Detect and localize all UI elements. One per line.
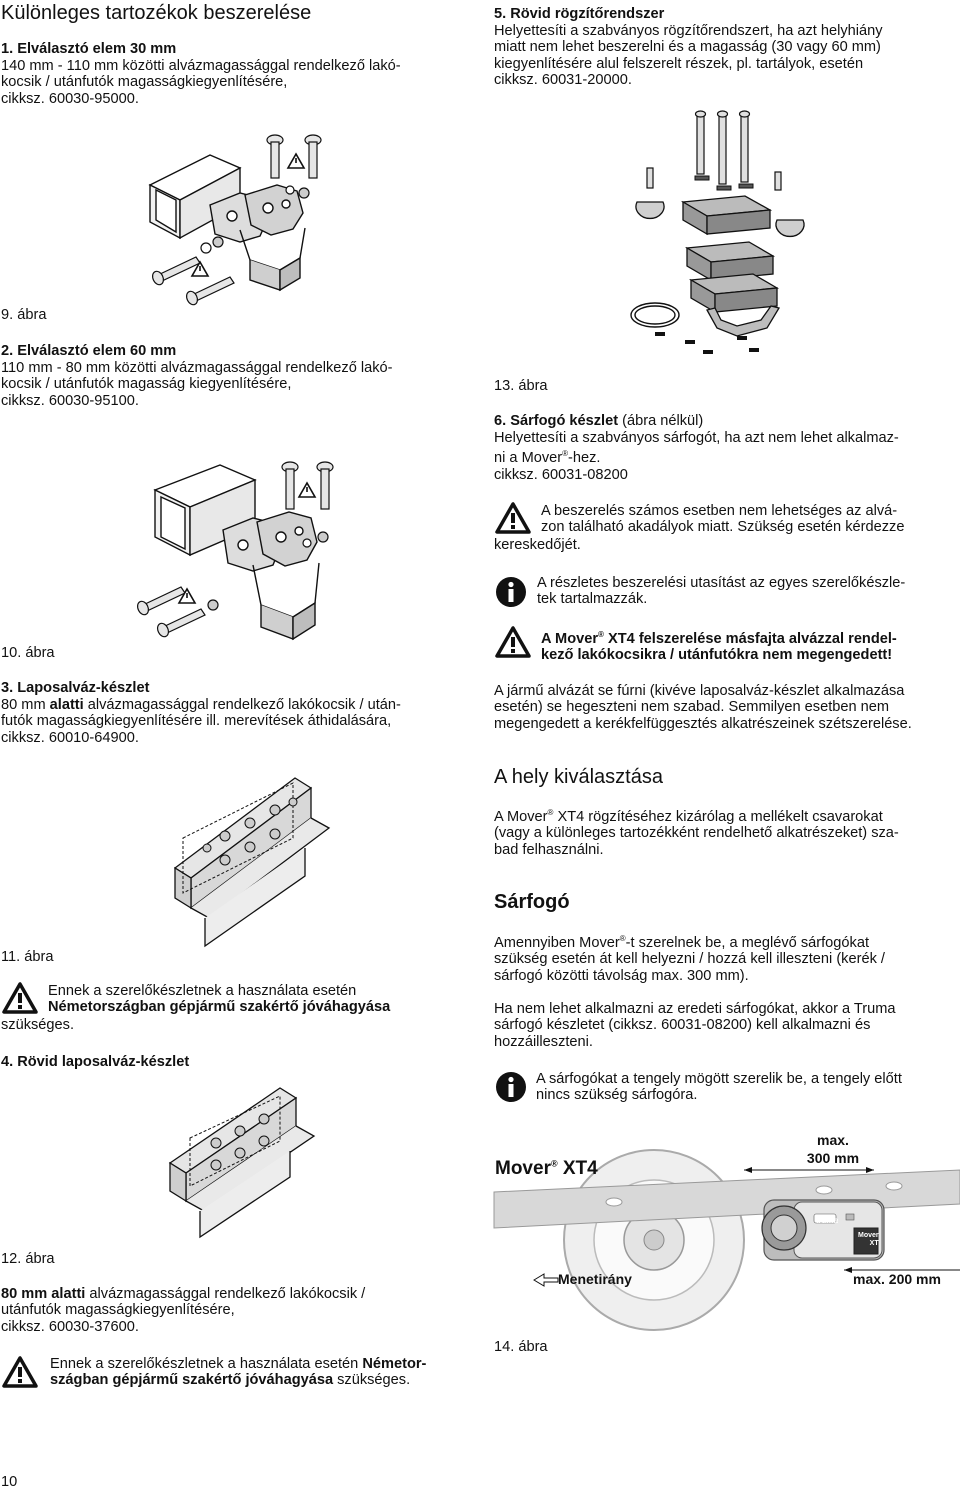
figure-10-spacer-60mm xyxy=(135,455,355,645)
item6-body: Helyettesíti a szabványos sárfogót, ha azt nem lehet alkalmaz- ni a Mover®-hez. cikksz. 60031-08200 xyxy=(494,430,899,483)
paragraph-screws: A Mover® XT4 rögzítéséhez kizárólag a mellékelt csavarokat (vagy a különleges tartozékként rendelhető alkatrészeket) sza- bad felhasználni. xyxy=(494,808,899,858)
figure-14-brand-label: Mover® XT4 xyxy=(495,1158,598,1179)
figure-14-caption: 14. ábra xyxy=(494,1339,548,1355)
warning-icon xyxy=(2,982,38,1014)
warning-icon xyxy=(2,1356,38,1388)
figure-11-caption: 11. ábra xyxy=(1,949,54,965)
item1-heading: 1. Elválasztó elem 30 mm xyxy=(1,41,177,57)
item5-body: Helyettesíti a szabványos rögzítőrendszert, ha azt helyhiány miatt nem lehet beszerelni és a magasság (30 vagy 60 mm) kiegyenlítésére alul felszerelt részek, pl. tartályok, esetén cikksz. 60031-20000. xyxy=(494,23,883,89)
figure-10-caption: 10. ábra xyxy=(1,645,55,661)
section-heading-location: A hely kiválasztása xyxy=(494,766,663,788)
item2-heading: 2. Elválasztó elem 60 mm xyxy=(1,343,177,359)
figure-14-truma-logo: truma xyxy=(816,1216,839,1225)
paragraph-mudguard-move: Amennyiben Mover®-t szerelnek be, a meglévő sárfogókat szükség esetén át kell helyezni / hozzá kell illeszteni (kerék / sárfogó közötti távolság max. 300 mm). xyxy=(494,934,885,984)
figure-12-short-flat-chassis-kit xyxy=(160,1083,320,1243)
info-icon xyxy=(495,576,527,608)
warning-2-text: Ennek a szerelőkészletnek a használata esetén Németor- szágban gépjármű szakértő jóváhagyása szükséges. xyxy=(50,1356,427,1389)
warning-1-text-end: szükséges. xyxy=(1,1017,75,1033)
item6-heading: 6. Sárfogó készlet (ábra nélkül) xyxy=(494,413,704,429)
figure-9-caption: 9. ábra xyxy=(1,307,47,323)
figure-14-badge: Mover XT xyxy=(858,1232,879,1247)
figure-9-spacer-30mm xyxy=(140,130,340,310)
warning-1-text: Ennek a szerelőkészletnek a használata esetén Németországban gépjármű szakértő jóváhagyása xyxy=(48,983,391,1016)
figure-14-direction-label: Menetirány xyxy=(558,1271,632,1287)
figure-11-flat-chassis-kit xyxy=(155,768,325,948)
figure-13-caption: 13. ábra xyxy=(494,378,548,394)
info-icon xyxy=(495,1071,527,1103)
warning-3-text-end: kereskedőjét. xyxy=(494,537,581,553)
section-heading-mudguard: Sárfogó xyxy=(494,891,570,913)
item1-body: 140 mm - 110 mm közötti alvázmagassággal rendelkező lakó- kocsik / utánfutók magasságkiegyenlítésére, cikksz. 60030-95000. xyxy=(1,58,401,107)
page-number: 10 xyxy=(1,1474,18,1490)
page-title: Különleges tartozékok beszerelése xyxy=(1,2,312,24)
info-2-text: A sárfogókat a tengely mögött szerelik be, a tengely előtt nincs szükség sárfogóra. xyxy=(536,1071,902,1104)
warning-3-text: A beszerelés számos esetben nem lehetséges az alvá- zon található akadályok miatt. Szükség esetén kérdezze xyxy=(541,503,905,536)
item3-heading: 3. Laposalváz-készlet xyxy=(1,680,150,696)
warning-4-text: A Mover® XT4 felszerelése másfajta alvázzal rendel- kező lakókocsikra / utánfutókra nem megengedett! xyxy=(541,630,897,664)
figure-14-max-200-label: max. 200 mm xyxy=(853,1271,941,1287)
warning-icon xyxy=(495,626,531,658)
figure-14-max-300-label: max. 300 mm xyxy=(806,1132,860,1166)
item5-heading: 5. Rövid rögzítőrendszer xyxy=(494,6,665,22)
item3-body: 80 mm alatti alvázmagassággal rendelkező lakókocsik / után- futók magasságkiegyenlítésére ill. merevítések áthidalására, cikksz. 60010-64900. xyxy=(1,697,401,746)
item4-heading: 4. Rövid laposalváz-készlet xyxy=(1,1054,190,1070)
info-1-text: A részletes beszerelési utasítást az egyes szerelőkészle- tek tartalmazzák. xyxy=(537,575,906,608)
item4-body: 80 mm alatti alvázmagassággal rendelkező lakókocsik / utánfutók magasságkiegyenlítésére, cikksz. 60030-37600. xyxy=(1,1286,366,1335)
paragraph-mudguard-kit: Ha nem lehet alkalmazni az eredeti sárfogókat, akkor a Truma sárfogó készletet (cikksz. 60031-08200) kell alkalmazni és hozzáilleszteni. xyxy=(494,1001,896,1050)
figure-13-short-mounting-system xyxy=(625,110,825,370)
item2-body: 110 mm - 80 mm közötti alvázmagassággal rendelkező lakó- kocsik / utánfutók magasság kiegyenlítésére, cikksz. 60030-95100. xyxy=(1,360,393,409)
paragraph-drilling: A jármű alvázát se fúrni (kivéve laposalváz-készlet alkalmazása esetén) se hegeszteni nem szabad. Semmilyen esetben nem megengedett a kerékfelfüggesztés alkatrészeinek szétszerelése. xyxy=(494,683,912,732)
warning-icon xyxy=(495,502,531,534)
figure-12-caption: 12. ábra xyxy=(1,1251,55,1267)
